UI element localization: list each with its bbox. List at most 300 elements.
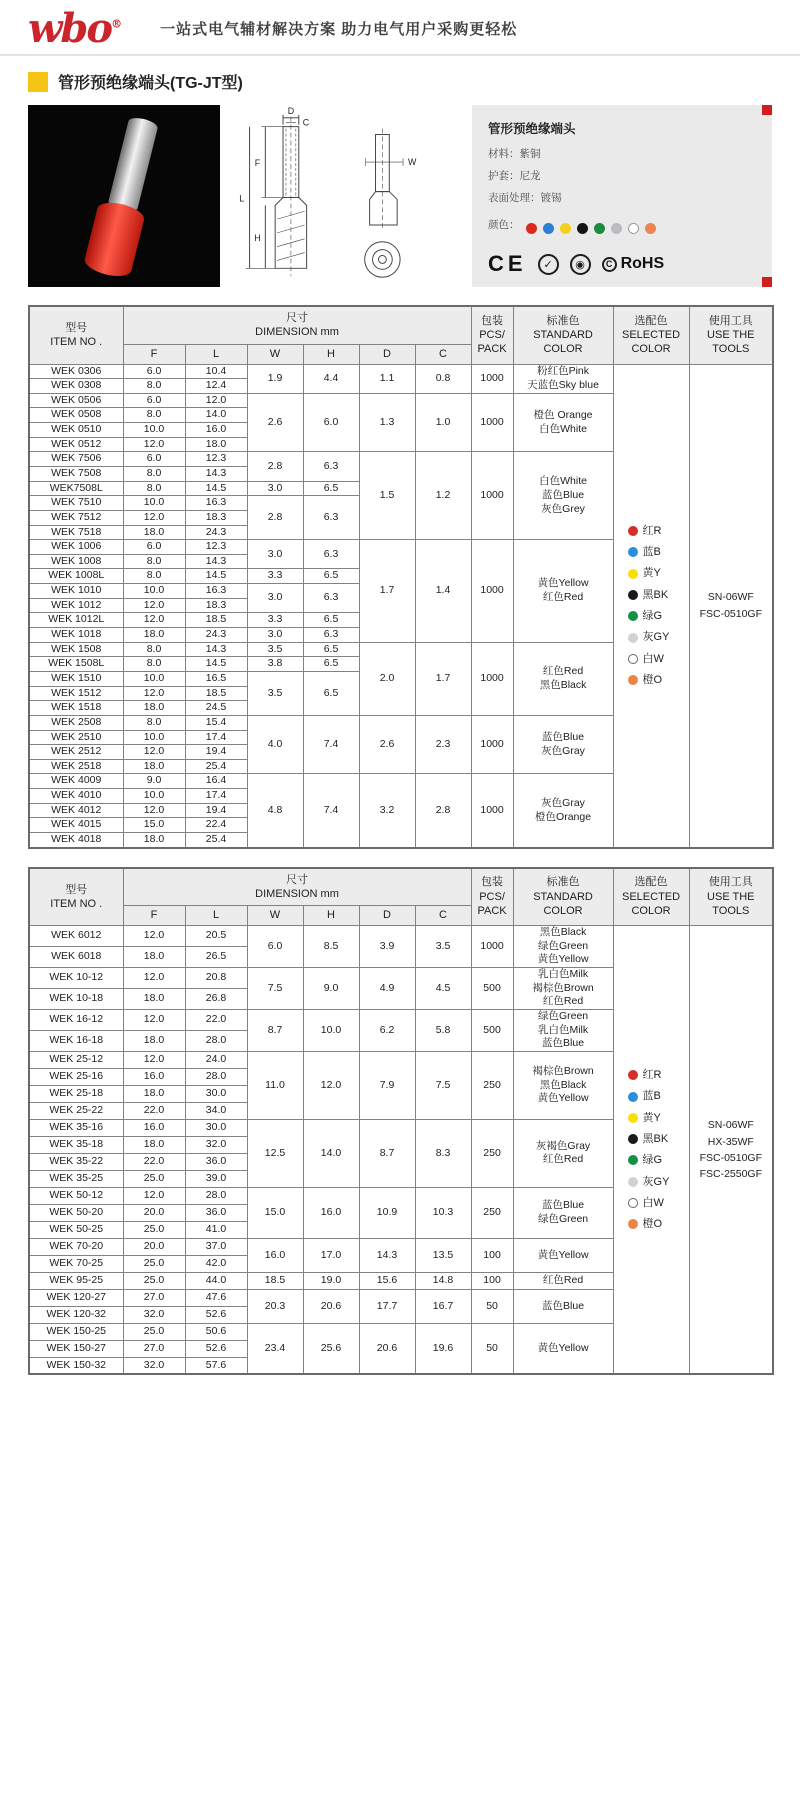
selected-color-item: 橙O <box>628 1217 687 1231</box>
selected-color-cell <box>613 364 689 848</box>
item-no-cell: WEK 1510 <box>29 671 123 686</box>
item-no-cell: WEK 50-25 <box>29 1221 123 1238</box>
color-swatch-icon <box>577 223 588 234</box>
color-dot-icon <box>628 675 638 685</box>
table-cell: 16.3 <box>185 584 247 599</box>
table-cell: 6.0 <box>123 393 185 408</box>
table-cell: 7.4 <box>303 774 359 848</box>
table-cell: 12.0 <box>123 1051 185 1068</box>
table-cell: 18.0 <box>123 1085 185 1102</box>
rohs-mark <box>602 255 665 273</box>
col-header-dim-H: H <box>303 906 359 926</box>
tagline: 一站式电气辅材解决方案 助力电气用户采购更轻松 <box>160 21 518 38</box>
table-cell: 14.8 <box>415 1272 471 1289</box>
table-cell: 12.0 <box>123 686 185 701</box>
dim-label-L: L <box>239 193 245 204</box>
table-cell: 3.0 <box>247 481 303 496</box>
tool-name: FSC-2550GF <box>699 1168 763 1181</box>
item-no-cell: WEK 35-22 <box>29 1153 123 1170</box>
table-cell: 20.0 <box>123 1204 185 1221</box>
tool-name: SN-06WF <box>707 591 754 604</box>
table-row <box>29 364 773 379</box>
table-cell: 10.3 <box>415 1187 471 1238</box>
table-cell: 17.4 <box>185 789 247 804</box>
table-cell: 1.1 <box>359 364 415 393</box>
item-no-cell: WEK 0508 <box>29 408 123 423</box>
col-header-dim-H: H <box>303 344 359 364</box>
dim-label-H: H <box>254 232 261 243</box>
table-cell: 8.0 <box>123 642 185 657</box>
table-cell: 2.0 <box>359 642 415 715</box>
selected-color-cell <box>613 926 689 1375</box>
item-no-cell: WEK 1008 <box>29 554 123 569</box>
selected-color-item: 黄Y <box>628 566 687 580</box>
item-no-cell: WEK 1508L <box>29 657 123 672</box>
table-cell: 250 <box>471 1119 513 1187</box>
table-cell: 39.0 <box>185 1170 247 1187</box>
table-cell: 5.8 <box>415 1009 471 1051</box>
table-cell: 4.0 <box>247 715 303 774</box>
color-swatch-icon <box>526 223 537 234</box>
item-no-cell: WEK 1010 <box>29 584 123 599</box>
item-no-cell: WEK 150-25 <box>29 1323 123 1340</box>
table-cell: 16.4 <box>185 774 247 789</box>
table-cell: 14.5 <box>185 481 247 496</box>
selected-color-item: 灰GY <box>628 1175 687 1189</box>
table-cell: 12.0 <box>123 598 185 613</box>
table-cell: 26.8 <box>185 989 247 1010</box>
tools-cell <box>689 364 773 848</box>
table-cell: 橙色 Orange 白色White <box>513 393 613 452</box>
table-cell: 4.4 <box>303 364 359 393</box>
table-cell: 1.7 <box>415 642 471 715</box>
table-cell: 1000 <box>471 642 513 715</box>
table-cell: 28.0 <box>185 1030 247 1051</box>
item-no-cell: WEK 16-18 <box>29 1030 123 1051</box>
table-cell: 18.0 <box>123 525 185 540</box>
item-no-cell: WEK 150-27 <box>29 1340 123 1357</box>
item-no-cell: WEK 10-18 <box>29 989 123 1010</box>
table-cell: 16.0 <box>247 1238 303 1272</box>
table-cell: 灰色Gray 橙色Orange <box>513 774 613 848</box>
table-cell: 8.3 <box>415 1119 471 1187</box>
tool-name: FSC-0510GF <box>699 1151 763 1164</box>
table-cell: 8.0 <box>123 569 185 584</box>
table-cell: 44.0 <box>185 1272 247 1289</box>
table-cell: 2.8 <box>247 496 303 540</box>
table-cell: 1.3 <box>359 393 415 452</box>
table-cell: 16.0 <box>185 423 247 438</box>
table-cell: 0.8 <box>415 364 471 393</box>
table-cell: 42.0 <box>185 1255 247 1272</box>
table-cell: 27.0 <box>123 1289 185 1306</box>
table-cell: 2.8 <box>415 774 471 848</box>
table-cell: 9.0 <box>123 774 185 789</box>
table-cell: 2.3 <box>415 715 471 774</box>
table-cell: 14.3 <box>185 554 247 569</box>
tool-name: FSC-0510GF <box>699 607 763 620</box>
table-cell: 12.0 <box>123 803 185 818</box>
col-header-dim-L: L <box>185 906 247 926</box>
color-dot-icon <box>628 633 638 643</box>
table-cell: 16.0 <box>123 1068 185 1085</box>
item-no-cell: WEK 4018 <box>29 833 123 848</box>
table-cell: 18.0 <box>123 989 185 1010</box>
table-cell: 20.3 <box>247 1289 303 1323</box>
color-swatch-icon <box>628 223 639 234</box>
table-cell: 3.0 <box>247 584 303 613</box>
item-no-cell: WEK 0510 <box>29 423 123 438</box>
dimension-diagram <box>226 105 466 287</box>
color-dot-icon <box>628 1219 638 1229</box>
table-cell: 2.8 <box>247 452 303 481</box>
table-cell: 20.6 <box>359 1323 415 1374</box>
col-header-std-color: 标准色 STANDARD COLOR <box>513 306 613 364</box>
col-header-tools: 使用工具 USE THE TOOLS <box>689 868 773 926</box>
table-cell: 22.4 <box>185 818 247 833</box>
col-header-tools: 使用工具 USE THE TOOLS <box>689 306 773 364</box>
table-cell: 14.3 <box>185 642 247 657</box>
table-cell: 26.5 <box>185 947 247 968</box>
table-cell: 24.3 <box>185 525 247 540</box>
item-no-cell: WEK 25-22 <box>29 1102 123 1119</box>
tool-name: HX-35WF <box>707 1135 754 1148</box>
table-cell: 6.5 <box>303 569 359 584</box>
table-cell: 14.3 <box>185 466 247 481</box>
logo-text: wbo <box>28 5 112 52</box>
spec-table-1 <box>28 305 774 849</box>
col-header-pack: 包装 PCS/ PACK <box>471 306 513 364</box>
item-no-cell: WEK 7518 <box>29 525 123 540</box>
table-cell: 6.5 <box>303 642 359 657</box>
item-no-cell: WEK 1512 <box>29 686 123 701</box>
registered-mark: ® <box>111 17 123 31</box>
selected-color-item: 黑BK <box>628 1132 687 1146</box>
table-cell: 12.0 <box>123 1187 185 1204</box>
table-cell: 24.0 <box>185 1051 247 1068</box>
page-header <box>0 0 800 56</box>
table-cell: 34.0 <box>185 1102 247 1119</box>
table-cell: 27.0 <box>123 1340 185 1357</box>
table-cell: 黑色Black 绿色Green 黄色Yellow <box>513 926 613 968</box>
table-cell: 6.5 <box>303 481 359 496</box>
table-cell: 7.5 <box>247 968 303 1010</box>
table-cell: 10.0 <box>123 584 185 599</box>
color-dot-icon <box>628 590 638 600</box>
table-cell: 3.3 <box>247 569 303 584</box>
table-cell: 3.5 <box>247 642 303 657</box>
col-header-dim-W: W <box>247 906 303 926</box>
table-cell: 2.6 <box>359 715 415 774</box>
tool-name: SN-06WF <box>707 1119 754 1132</box>
table-cell: 8.7 <box>247 1009 303 1051</box>
c-mark-icon: C <box>602 257 617 272</box>
col-header-dim-C: C <box>415 906 471 926</box>
col-header-sel-color: 选配色 SELECTED COLOR <box>613 306 689 364</box>
table-cell: 3.8 <box>247 657 303 672</box>
table-cell: 16.7 <box>415 1289 471 1323</box>
item-no-cell: WEK 70-25 <box>29 1255 123 1272</box>
table-cell: 8.0 <box>123 657 185 672</box>
item-no-cell: WEK 25-16 <box>29 1068 123 1085</box>
table-cell: 57.6 <box>185 1357 247 1374</box>
item-no-cell: WEK 2518 <box>29 759 123 774</box>
table-cell: 6.3 <box>303 452 359 481</box>
item-no-cell: WEK 95-25 <box>29 1272 123 1289</box>
table-cell: 15.0 <box>247 1187 303 1238</box>
table-cell: 37.0 <box>185 1238 247 1255</box>
table-cell: 25.4 <box>185 833 247 848</box>
table-cell: 13.5 <box>415 1238 471 1272</box>
table-cell: 1000 <box>471 926 513 968</box>
selected-color-item: 蓝B <box>628 545 687 559</box>
item-no-cell: WEK 2512 <box>29 745 123 760</box>
col-header-item: 型号 ITEM NO . <box>29 868 123 926</box>
table-cell: 7.5 <box>415 1051 471 1119</box>
table-cell: 6.0 <box>303 393 359 452</box>
table-cell: 18.0 <box>123 1136 185 1153</box>
table-cell: 32.0 <box>123 1357 185 1374</box>
table-cell: 1.2 <box>415 452 471 540</box>
spec-jacket: 护套：尼龙 <box>488 170 541 182</box>
table-cell: 17.0 <box>303 1238 359 1272</box>
table-cell: 250 <box>471 1051 513 1119</box>
table-cell: 16.5 <box>185 671 247 686</box>
table-cell: 25.4 <box>185 759 247 774</box>
item-no-cell: WEK 35-25 <box>29 1170 123 1187</box>
color-dot-icon <box>628 1070 638 1080</box>
colors-label: 颜色： <box>488 218 520 231</box>
col-header-dim-C: C <box>415 344 471 364</box>
certification-row <box>488 251 664 277</box>
selected-color-item: 白W <box>628 1196 687 1210</box>
table-cell: 4.5 <box>415 968 471 1010</box>
corner-marker <box>762 277 772 287</box>
item-no-cell: WEK 120-27 <box>29 1289 123 1306</box>
cert-badge-icon: ◉ <box>570 254 591 275</box>
table-cell: 乳白色Milk 褐棕色Brown 红色Red <box>513 968 613 1010</box>
table-cell: 22.0 <box>185 1009 247 1030</box>
table-cell: 32.0 <box>185 1136 247 1153</box>
table-cell: 11.0 <box>247 1051 303 1119</box>
table-cell: 3.0 <box>247 540 303 569</box>
item-no-cell: WEK 2510 <box>29 730 123 745</box>
table-cell: 17.7 <box>359 1289 415 1323</box>
item-no-cell: WEK 25-12 <box>29 1051 123 1068</box>
table-cell: 1000 <box>471 540 513 642</box>
table-cell: 12.0 <box>123 1009 185 1030</box>
table-cell: 1000 <box>471 452 513 540</box>
table-cell: 10.0 <box>123 496 185 511</box>
table-cell: 12.4 <box>185 379 247 394</box>
table-cell: 16.0 <box>123 1119 185 1136</box>
color-dot-icon <box>628 1177 638 1187</box>
product-info-panel <box>472 105 772 287</box>
terminal-tube <box>107 116 159 214</box>
table-cell: 褐棕色Brown 黑色Black 黄色Yellow <box>513 1051 613 1119</box>
item-no-cell: WEK 0512 <box>29 437 123 452</box>
item-no-cell: WEK 0506 <box>29 393 123 408</box>
table-cell: 30.0 <box>185 1085 247 1102</box>
table-cell: 12.0 <box>123 745 185 760</box>
table-cell: 25.0 <box>123 1221 185 1238</box>
table-cell: 18.5 <box>185 613 247 628</box>
color-swatch-icon <box>594 223 605 234</box>
table-cell: 黄色Yellow 红色Red <box>513 540 613 642</box>
table-cell: 12.0 <box>123 510 185 525</box>
table-cell: 18.0 <box>123 947 185 968</box>
item-no-cell: WEK 1508 <box>29 642 123 657</box>
table-cell: 25.0 <box>123 1272 185 1289</box>
table-cell: 52.6 <box>185 1306 247 1323</box>
table-cell: 3.5 <box>247 671 303 715</box>
selected-color-item: 橙O <box>628 673 687 687</box>
table-cell: 23.4 <box>247 1323 303 1374</box>
table-cell: 1.0 <box>415 393 471 452</box>
table-cell: 3.5 <box>415 926 471 968</box>
selected-color-item: 灰GY <box>628 630 687 644</box>
table-cell: 18.0 <box>185 437 247 452</box>
table-cell: 28.0 <box>185 1068 247 1085</box>
table-cell: 12.0 <box>123 613 185 628</box>
table-cell: 8.0 <box>123 408 185 423</box>
cert-badge-icon: ✓ <box>538 254 559 275</box>
col-header-dim-F: F <box>123 906 185 926</box>
table-cell: 10.9 <box>359 1187 415 1238</box>
table-cell: 2.6 <box>247 393 303 452</box>
table-cell: 6.3 <box>303 584 359 613</box>
table-cell: 10.0 <box>123 671 185 686</box>
item-no-cell: WEK 1008L <box>29 569 123 584</box>
table-cell: 3.9 <box>359 926 415 968</box>
item-no-cell: WEK 1518 <box>29 701 123 716</box>
spec-material: 材料：紫铜 <box>488 148 541 160</box>
table-cell: 蓝色Blue 绿色Green <box>513 1187 613 1238</box>
table-cell: 1000 <box>471 715 513 774</box>
terminal-red-sleeve <box>82 199 146 280</box>
item-no-cell: WEK 4015 <box>29 818 123 833</box>
color-swatch-icon <box>645 223 656 234</box>
item-no-cell: WEK 4010 <box>29 789 123 804</box>
table-cell: 8.0 <box>123 481 185 496</box>
table-cell: 1000 <box>471 364 513 393</box>
col-header-dimension: 尺寸 DIMENSION mm <box>123 306 471 344</box>
table-cell: 12.3 <box>185 540 247 555</box>
table-cell: 14.5 <box>185 657 247 672</box>
selected-color-item: 黄Y <box>628 1111 687 1125</box>
ce-mark-icon: CE <box>488 251 527 276</box>
table-cell: 3.3 <box>247 613 303 628</box>
table-cell: 黄色Yellow <box>513 1238 613 1272</box>
table-cell: 52.6 <box>185 1340 247 1357</box>
item-no-cell: WEK 0306 <box>29 364 123 379</box>
table-cell: 蓝色Blue <box>513 1289 613 1323</box>
table-cell: 18.0 <box>123 701 185 716</box>
item-no-cell: WEK 35-16 <box>29 1119 123 1136</box>
table-cell: 16.3 <box>185 496 247 511</box>
table-cell: 红色Red 黑色Black <box>513 642 613 715</box>
table-cell: 22.0 <box>123 1102 185 1119</box>
col-header-dimension: 尺寸 DIMENSION mm <box>123 868 471 906</box>
table-cell: 18.0 <box>123 759 185 774</box>
table-cell: 7.4 <box>303 715 359 774</box>
item-no-cell: WEK 150-32 <box>29 1357 123 1374</box>
table-cell: 18.0 <box>123 628 185 643</box>
table-cell: 14.5 <box>185 569 247 584</box>
table-cell: 8.0 <box>123 554 185 569</box>
item-no-cell: WEK 10-12 <box>29 968 123 989</box>
table-cell: 19.0 <box>303 1272 359 1289</box>
table-cell: 19.4 <box>185 745 247 760</box>
dim-label-W: W <box>407 157 417 168</box>
item-no-cell: WEK 1006 <box>29 540 123 555</box>
item-no-cell: WEK 7508 <box>29 466 123 481</box>
table-cell: 12.0 <box>185 393 247 408</box>
table-cell: 15.4 <box>185 715 247 730</box>
table-cell: 6.3 <box>303 628 359 643</box>
table-cell: 50 <box>471 1323 513 1374</box>
item-no-cell: WEK 6018 <box>29 947 123 968</box>
table-cell: 25.0 <box>123 1323 185 1340</box>
color-dot-icon <box>628 1155 638 1165</box>
table-cell: 47.6 <box>185 1289 247 1306</box>
table-cell: 100 <box>471 1238 513 1272</box>
table-cell: 6.0 <box>123 540 185 555</box>
table-cell: 25.6 <box>303 1323 359 1374</box>
item-no-cell: WEK7508L <box>29 481 123 496</box>
table-cell: 8.0 <box>123 379 185 394</box>
table-cell: 18.5 <box>247 1272 303 1289</box>
item-no-cell: WEK 7510 <box>29 496 123 511</box>
table-cell: 20.6 <box>303 1289 359 1323</box>
item-no-cell: WEK 4009 <box>29 774 123 789</box>
item-no-cell: WEK 2508 <box>29 715 123 730</box>
table-cell: 18.3 <box>185 598 247 613</box>
table-cell: 10.0 <box>123 730 185 745</box>
color-dot-icon <box>628 1092 638 1102</box>
item-no-cell: WEK 0308 <box>29 379 123 394</box>
table-cell: 灰褐色Gray 红色Red <box>513 1119 613 1187</box>
table-cell: 红色Red <box>513 1272 613 1289</box>
col-header-sel-color: 选配色 SELECTED COLOR <box>613 868 689 926</box>
table-cell: 3.0 <box>247 628 303 643</box>
item-no-cell: WEK 7512 <box>29 510 123 525</box>
color-dot-icon <box>628 611 638 621</box>
table-cell: 32.0 <box>123 1306 185 1323</box>
item-no-cell: WEK 120-32 <box>29 1306 123 1323</box>
table-cell: 14.3 <box>359 1238 415 1272</box>
tools-cell <box>689 926 773 1375</box>
item-no-cell: WEK 7506 <box>29 452 123 467</box>
yellow-square-icon <box>28 72 48 92</box>
color-dot-icon <box>628 526 638 536</box>
table-cell: 1000 <box>471 774 513 848</box>
selected-color-item: 红R <box>628 524 687 538</box>
table-cell: 17.4 <box>185 730 247 745</box>
table-cell: 8.0 <box>123 715 185 730</box>
table-cell: 20.5 <box>185 926 247 947</box>
selected-color-item: 绿G <box>628 609 687 623</box>
table-cell: 6.5 <box>303 613 359 628</box>
item-no-cell: WEK 6012 <box>29 926 123 947</box>
table-cell: 18.5 <box>185 686 247 701</box>
color-dot-icon <box>628 1113 638 1123</box>
table-cell: 18.0 <box>123 1030 185 1051</box>
color-swatch-icon <box>543 223 554 234</box>
table-cell: 1.4 <box>415 540 471 642</box>
table-cell: 20.8 <box>185 968 247 989</box>
table-cell: 36.0 <box>185 1153 247 1170</box>
